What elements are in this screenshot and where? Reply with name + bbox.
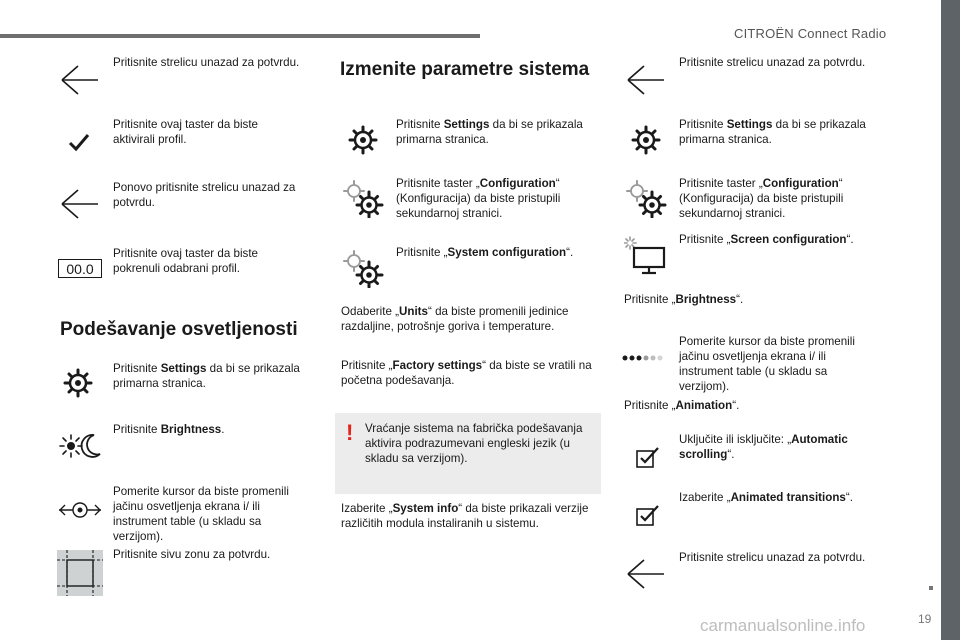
slider-cursor-icon xyxy=(56,496,104,524)
page-number: 19 xyxy=(918,612,932,626)
configuration-gears-icon xyxy=(625,180,667,218)
back-arrow-icon xyxy=(624,556,666,592)
screen-configuration-icon xyxy=(624,236,668,276)
text-run: “. xyxy=(566,246,574,259)
checkbox-checked-icon xyxy=(636,446,660,468)
text-run: “ da biste se vratili na početna podešavanja. xyxy=(341,359,592,387)
col2-para-system-info xyxy=(341,501,603,531)
col3-step-auto-scroll xyxy=(679,432,889,462)
text-run: “ (Konfiguracija) da biste pristupili sekundarnoj stranici. xyxy=(679,177,844,220)
text-run: “. xyxy=(736,293,744,306)
col3-step-slider: Pomerite kursor da biste promenili jačinu osvetljenja ekrana i/ ili instrument table (u skladu sa verzijom). xyxy=(679,335,855,393)
warning-text: Vraćanje sistema na fabrička podešavanja aktivira podrazumevani engleski jezik (u skladu sa verzijom). xyxy=(365,422,583,465)
back-arrow-icon xyxy=(58,186,100,222)
text-run-bold: Automatic scrolling xyxy=(679,433,848,461)
gear-icon xyxy=(348,125,378,155)
brightness-sun-moon-icon xyxy=(58,432,102,460)
checkmark-icon xyxy=(68,132,90,152)
text-run: Izaberite „ xyxy=(679,491,731,504)
side-band xyxy=(941,0,960,640)
text-run-bold: Settings xyxy=(160,362,207,375)
text-run-bold: Brightness xyxy=(160,423,222,436)
col1-step-back: Pritisnite strelicu unazad za potvrdu. xyxy=(113,56,300,69)
text-run: Pritisnite taster „ xyxy=(679,177,763,190)
text-run: Pritisnite „ xyxy=(624,399,676,412)
text-run: Odaberite „ xyxy=(341,305,399,318)
configuration-gears-icon xyxy=(342,180,384,218)
profile-counter-icon xyxy=(58,259,102,278)
text-run: Pritisnite taster „ xyxy=(396,177,480,190)
col1-step-settings xyxy=(113,361,313,391)
text-run: “. xyxy=(846,233,854,246)
text-run: Pritisnite xyxy=(113,362,161,375)
text-run-bold: Configuration xyxy=(479,177,556,190)
col1-step-back-again: Ponovo pritisnite strelicu unazad za potvrdu. xyxy=(113,181,296,209)
text-run: “. xyxy=(845,491,853,504)
col2-para-factory xyxy=(341,358,603,388)
checkbox-checked-icon xyxy=(636,504,660,526)
header-rule xyxy=(0,34,480,38)
col3-para-animation xyxy=(624,398,884,413)
counter-label: 00.0 xyxy=(66,260,94,277)
brightness-level-dots-icon xyxy=(621,352,667,364)
text-run-bold: Settings xyxy=(443,118,490,131)
col1-step-start-profile: Pritisnite ovaj taster da biste pokrenuli odabrani profil. xyxy=(113,247,258,275)
page-header-title: CITROËN Connect Radio xyxy=(734,26,887,41)
text-run: “ (Konfiguracija) da biste pristupili sekundarnoj stranici. xyxy=(396,177,561,220)
text-run: Pritisnite xyxy=(679,118,727,131)
text-run-bold: Configuration xyxy=(762,177,839,190)
col3-step-animated-transitions xyxy=(679,490,889,505)
col3-step-back-final: Pritisnite strelicu unazad za potvrdu. xyxy=(679,551,866,564)
page-marker xyxy=(929,586,933,590)
text-run: “. xyxy=(727,448,735,461)
section-heading-system: Izmenite parametre sistema xyxy=(340,59,590,80)
text-run-bold: Screen configuration xyxy=(730,233,847,246)
configuration-gears-icon xyxy=(342,250,384,288)
back-arrow-icon xyxy=(58,62,100,98)
col1-step-brightness xyxy=(113,422,313,437)
text-run-bold: Units xyxy=(399,305,428,318)
text-run: “ da biste promenili jedinice razdaljine, potrošnje goriva i temperature. xyxy=(341,305,569,333)
text-run-bold: System info xyxy=(392,502,459,515)
col1-step-activate: Pritisnite ovaj taster da biste aktivirali profil. xyxy=(113,118,258,146)
text-run: Izaberite „ xyxy=(341,502,393,515)
watermark-text: carmanualsonline.info xyxy=(700,616,866,635)
text-run-bold: Brightness xyxy=(675,293,737,306)
col3-step-configuration xyxy=(679,176,889,221)
col3-para-brightness xyxy=(624,292,884,307)
warning-icon: ! xyxy=(346,420,354,445)
col2-step-configuration xyxy=(396,176,601,221)
section-heading-brightness: Podešavanje osvetljenosti xyxy=(60,319,298,340)
text-run-bold: Animation xyxy=(675,399,733,412)
col1-step-grey-zone: Pritisnite sivu zonu za potvrdu. xyxy=(113,548,271,561)
col3-step-settings xyxy=(679,117,889,147)
text-run-bold: Animated transitions xyxy=(730,491,846,504)
text-run-bold: Factory settings xyxy=(392,359,483,372)
text-run: “ da biste prikazali verzije različitih modula instaliranih u sistemu. xyxy=(341,502,589,530)
col3-step-back: Pritisnite strelicu unazad za potvrdu. xyxy=(679,56,866,69)
text-run: “. xyxy=(732,399,740,412)
text-run: Pritisnite „ xyxy=(679,233,731,246)
grey-zone-frame-icon xyxy=(57,550,103,596)
text-run-bold: System configuration xyxy=(447,246,567,259)
col1-step-slider: Pomerite kursor da biste promenili jačinu osvetljenja ekrana i/ ili instrument table (u skladu sa verzijom). xyxy=(113,485,289,543)
text-run: da bi se prikazala primarna stranica. xyxy=(679,118,866,146)
text-run: Pritisnite „ xyxy=(396,246,448,259)
col2-step-settings xyxy=(396,117,601,147)
text-run: da bi se prikazala primarna stranica. xyxy=(396,118,583,146)
text-run: Pritisnite xyxy=(396,118,444,131)
text-run: Uključite ili isključite: „ xyxy=(679,433,792,446)
col3-step-screen-configuration xyxy=(679,232,889,247)
text-run: Pritisnite „ xyxy=(624,293,676,306)
gear-icon xyxy=(631,125,661,155)
text-run: Pritisnite xyxy=(113,423,161,436)
text-run-bold: Settings xyxy=(726,118,773,131)
col2-para-units xyxy=(341,304,603,334)
col2-step-system-configuration xyxy=(396,245,601,260)
text-run: da bi se prikazala primarna stranica. xyxy=(113,362,300,390)
back-arrow-icon xyxy=(624,62,666,98)
text-run: . xyxy=(221,423,225,436)
text-run: Pritisnite „ xyxy=(341,359,393,372)
gear-icon xyxy=(63,368,93,398)
